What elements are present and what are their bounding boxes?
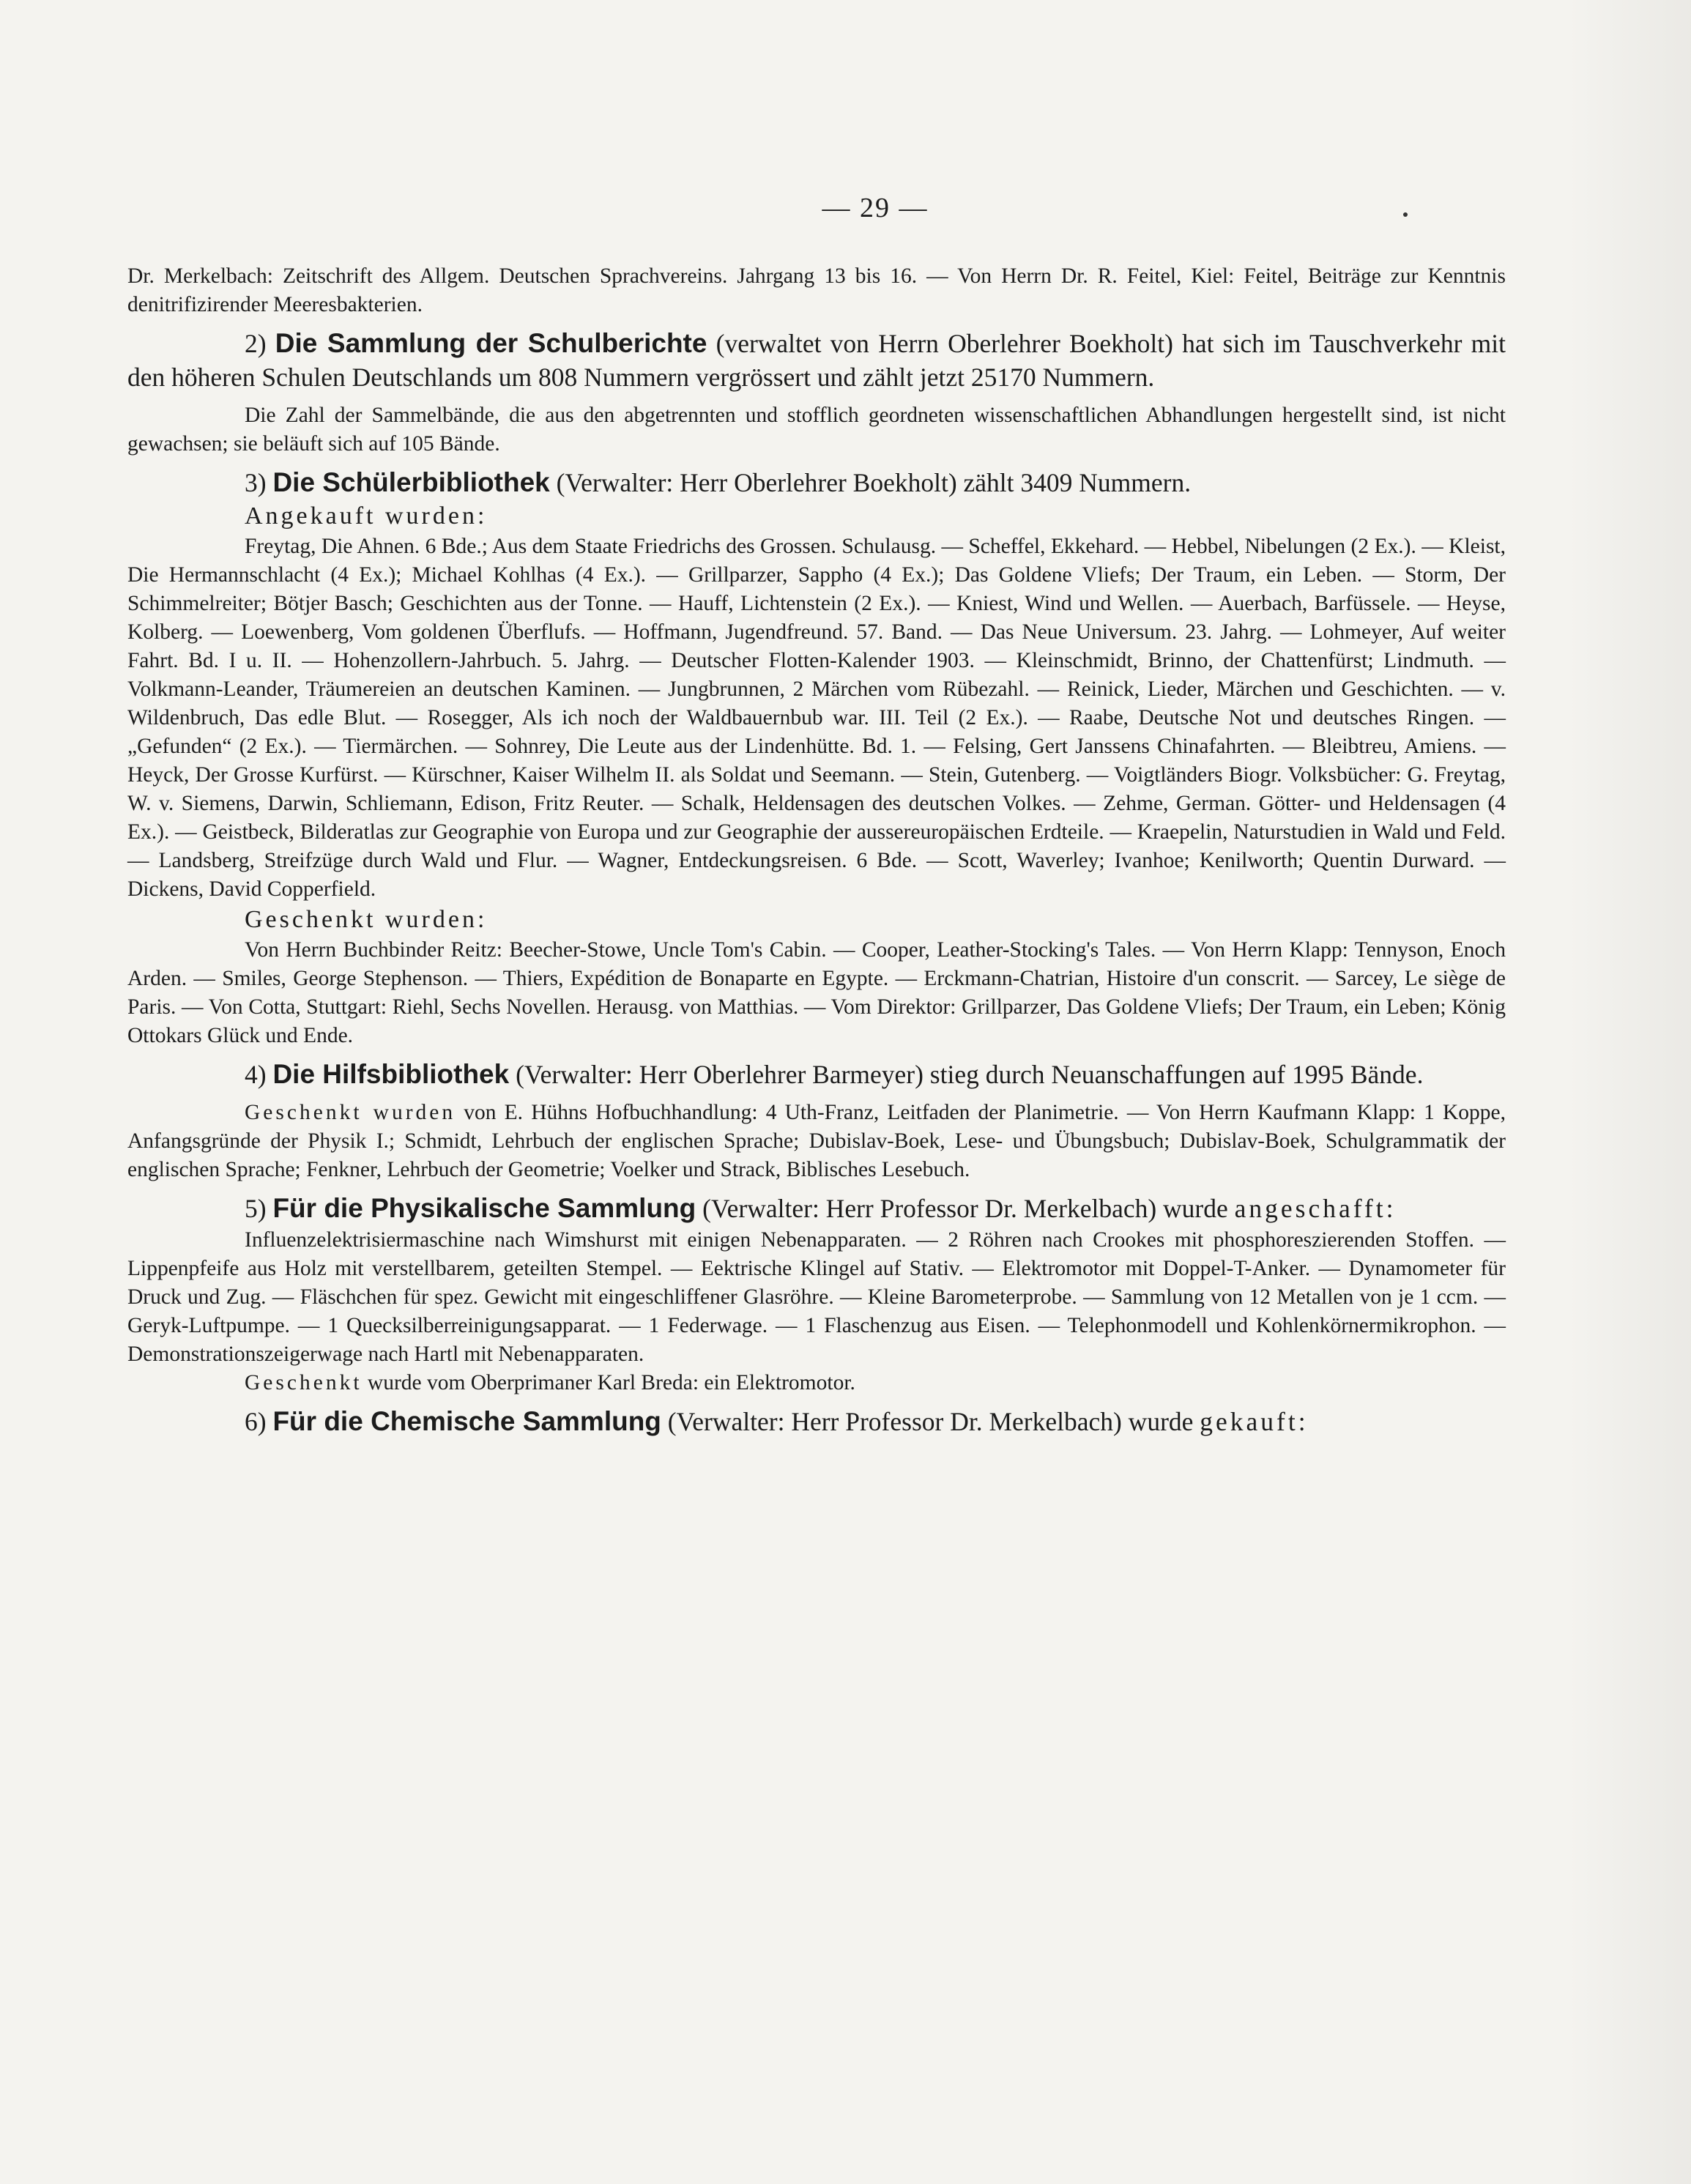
section-3-gift-label: Geschenkt wurden: xyxy=(245,905,488,933)
section-6-label: gekauft: xyxy=(1200,1406,1309,1436)
section-6-paragraph xyxy=(127,1405,1506,1439)
section-4-paragraph xyxy=(127,1058,1506,1092)
section-4-gift-label: Geschenkt wurden xyxy=(245,1101,456,1124)
section-6-text: (Verwalter: Herr Professor Dr. Merkelbach) wurde xyxy=(667,1406,1194,1436)
section-3-gift-list: Von Herrn Buchbinder Reitz: Beecher-Stowe, Uncle Tom's Cabin. — Cooper, Leather-Stocking's Tales. — Von Herrn Klapp: Tennyson, Enoch Arden. — Smiles, George Stephenson. — Thiers, Expédition de Bonaparte en Egypte. — Erckmann-Chatrian, Histoire d'un conscrit. — Sarcey, Le siège de Paris. — Von Cotta, Stuttgart: Riehl, Sechs Novellen. Herausg. von Matthias. — Vom Direktor: Grillparzer, Das Goldene Vliefs; Der Traum, ein Leben; König Ottokars Glück und Ende. xyxy=(127,937,1506,1047)
section-6-number: 6) xyxy=(245,1406,267,1436)
section-3-bought-list: Freytag, Die Ahnen. 6 Bde.; Aus dem Staate Friedrichs des Grossen. Schulausg. — Scheffel, Ekkehard. — Hebbel, Nibelungen (2 Ex.). — Kleist, Die Hermannschlacht (4 Ex.); Michael Kohlhas (4 Ex.). — Grillparzer, Sappho (4 Ex.); Das Goldene Vliefs; Der Traum, ein Leben. — Storm, Der Schimmelreiter; Bötjer Basch; Geschichten aus der Tonne. — Hauff, Lichtenstein (2 Ex.). — Kniest, Wind und Wellen. — Auerbach, Barfüssele. — Heyse, Kolberg. — Loewenberg, Vom goldenen Überflufs. — Hoffmann, Jugendfreund. 57. Band. — Das Neue Universum. 23. Jahrg. — Lohmeyer, Auf weiter Fahrt. Bd. I u. II. — Hohenzollern-Jahrbuch. 5. Jahrg. — Deutscher Flotten-Kalender 1903. — Kleinschmidt, Brinno, der Chattenfürst; Lindmuth. — Volkmann-Leander, Träumereien an deutschen Kaminen. — Jungbrunnen, 2 Märchen vom Rübezahl. — Reinick, Lieder, Märchen und Geschichten. — v. Wildenbruch, Das edle Blut. — Rosegger, Als ich noch der Waldbauernbub war. III. Teil (2 Ex.). — Raabe, Deutsche Not und deutsches Ringen. — „Gefunden“ (2 Ex.). — Tiermärchen. — Sohnrey, Die Leute aus der Lindenhütte. Bd. 1. — Felsing, Gert Janssens Chinafahrten. — Bleibtreu, Amiens. — Heyck, Der Grosse Kurfürst. — Kürschner, Kaiser Wilhelm II. als Soldat und Seemann. — Stein, Gutenberg. — Voigtländers Biogr. Volksbücher: G. Freytag, W. v. Siemens, Darwin, Schliemann, Edison, Fritz Reuter. — Schalk, Heldensagen des deutschen Volkes. — Zehme, German. Götter- und Heldensagen (4 Ex.). — Geistbeck, Bilderatlas zur Geographie von Europa und zur Geographie der aussereuropäischen Erdteile. — Kraepelin, Naturstudien in Wald und Feld. — Landsberg, Streifzüge durch Wald und Flur. — Wagner, Entdeckungsreisen. 6 Bde. — Scott, Waverley; Ivanhoe; Kenilworth; Quentin Durward. — Dickens, David Copperfield. xyxy=(127,534,1506,901)
section-4-gift-paragraph xyxy=(127,1099,1506,1184)
section-5-paragraph xyxy=(127,1192,1506,1226)
section-5-gift-paragraph xyxy=(127,1369,1506,1397)
section-5-gift-label: Geschenkt xyxy=(245,1370,363,1394)
section-5-label: angeschafft: xyxy=(1234,1194,1397,1223)
section-4-text: (Verwalter: Herr Oberlehrer Barmeyer) stieg durch Neuanschaffungen auf 1995 Bände. xyxy=(516,1059,1424,1089)
section-2-number: 2) xyxy=(245,329,267,358)
intro-paragraph: Dr. Merkelbach: Zeitschrift des Allgem. Deutschen Sprachvereins. Jahrgang 13 bis 16. — Von Herrn Dr. R. Feitel, Kiel: Feitel, Beiträge zur Kenntnis denitrifizirender Meeresbakterien. xyxy=(127,264,1506,316)
section-4-gift-list: von E. Hühns Hofbuchhandlung: 4 Uth-Franz, Leitfaden der Planimetrie. — Von Herrn Kaufmann Klapp: 1 Koppe, Anfangsgründe der Physik I.; Schmidt, Lehrbuch der englischen Sprache; Dubislav-Boek, Lese- und Übungsbuch; Dubislav-Boek, Schulgrammatik der englischen Sprache; Fenkner, Lehrbuch der Geometrie; Voelker und Strack, Biblisches Lesebuch. xyxy=(127,1101,1506,1181)
section-5-items: Influenzelektrisiermaschine nach Wimshurst mit einigen Nebenapparaten. — 2 Röhren nach Crookes mit phosphoreszierenden Stoffen. — Lippenpfeife aus Holz mit verstellbarem, geteilten Stempel. — Eektrische Klingel auf Stativ. — Elektromotor mit Doppel-T-Anker. — Dynamometer für Druck und Zug. — Fläschchen für spez. Gewicht mit eingeschliffener Glasröhre. — Kleine Barometerprobe. — Sammlung von 12 Metallen von je 1 ccm. — Geryk-Luftpumpe. — 1 Quecksilberreinigungsapparat. — 1 Federwage. — 1 Flaschenzug aus Eisen. — Telephonmodell und Kohlenkörnermikrophon. — Demonstrationszeigerwage nach Hartl mit Nebenapparaten. xyxy=(127,1227,1506,1366)
section-2-paragraph xyxy=(127,327,1506,394)
section-5-number: 5) xyxy=(245,1194,267,1223)
section-3-bought-label: Angekauft wurden: xyxy=(245,502,488,530)
section-4-number: 4) xyxy=(245,1059,267,1089)
section-4-title: Die Hilfsbibliothek xyxy=(272,1058,510,1089)
page-edge-shadow xyxy=(1567,0,1691,2184)
page-number: — 29 — xyxy=(822,193,929,223)
section-3-paragraph xyxy=(127,466,1506,500)
section-5-gift-text: wurde vom Oberprimaner Karl Breda: ein Elektromotor. xyxy=(367,1370,855,1394)
section-2-note: Die Zahl der Sammelbände, die aus den abgetrennten und stofflich geordneten wissenschaftlichen Abhandlungen hergestellt sind, ist nicht gewachsen; sie beläuft sich auf 105 Bände. xyxy=(127,404,1506,456)
page-speck xyxy=(1403,212,1408,217)
section-2-title: Die Sammlung der Schulberichte xyxy=(275,328,707,358)
document-page xyxy=(127,192,1506,1438)
section-5-title: Für die Physikalische Sammlung xyxy=(272,1193,696,1223)
section-3-title: Die Schülerbibliothek xyxy=(272,467,550,497)
section-3-text: (Verwalter: Herr Oberlehrer Boekholt) zählt 3409 Nummern. xyxy=(556,468,1192,497)
section-2-text: (verwaltet von Herrn Oberlehrer Boekholt) hat sich im Tauschverkehr mit den höheren Schulen Deutschlands um 808 Nummern vergrössert und zählt jetzt 25170 Nummern. xyxy=(127,329,1506,392)
section-3-number: 3) xyxy=(245,468,267,497)
section-5-text: (Verwalter: Herr Professor Dr. Merkelbach) wurde xyxy=(702,1194,1228,1223)
section-6-title: Für die Chemische Sammlung xyxy=(272,1405,661,1436)
